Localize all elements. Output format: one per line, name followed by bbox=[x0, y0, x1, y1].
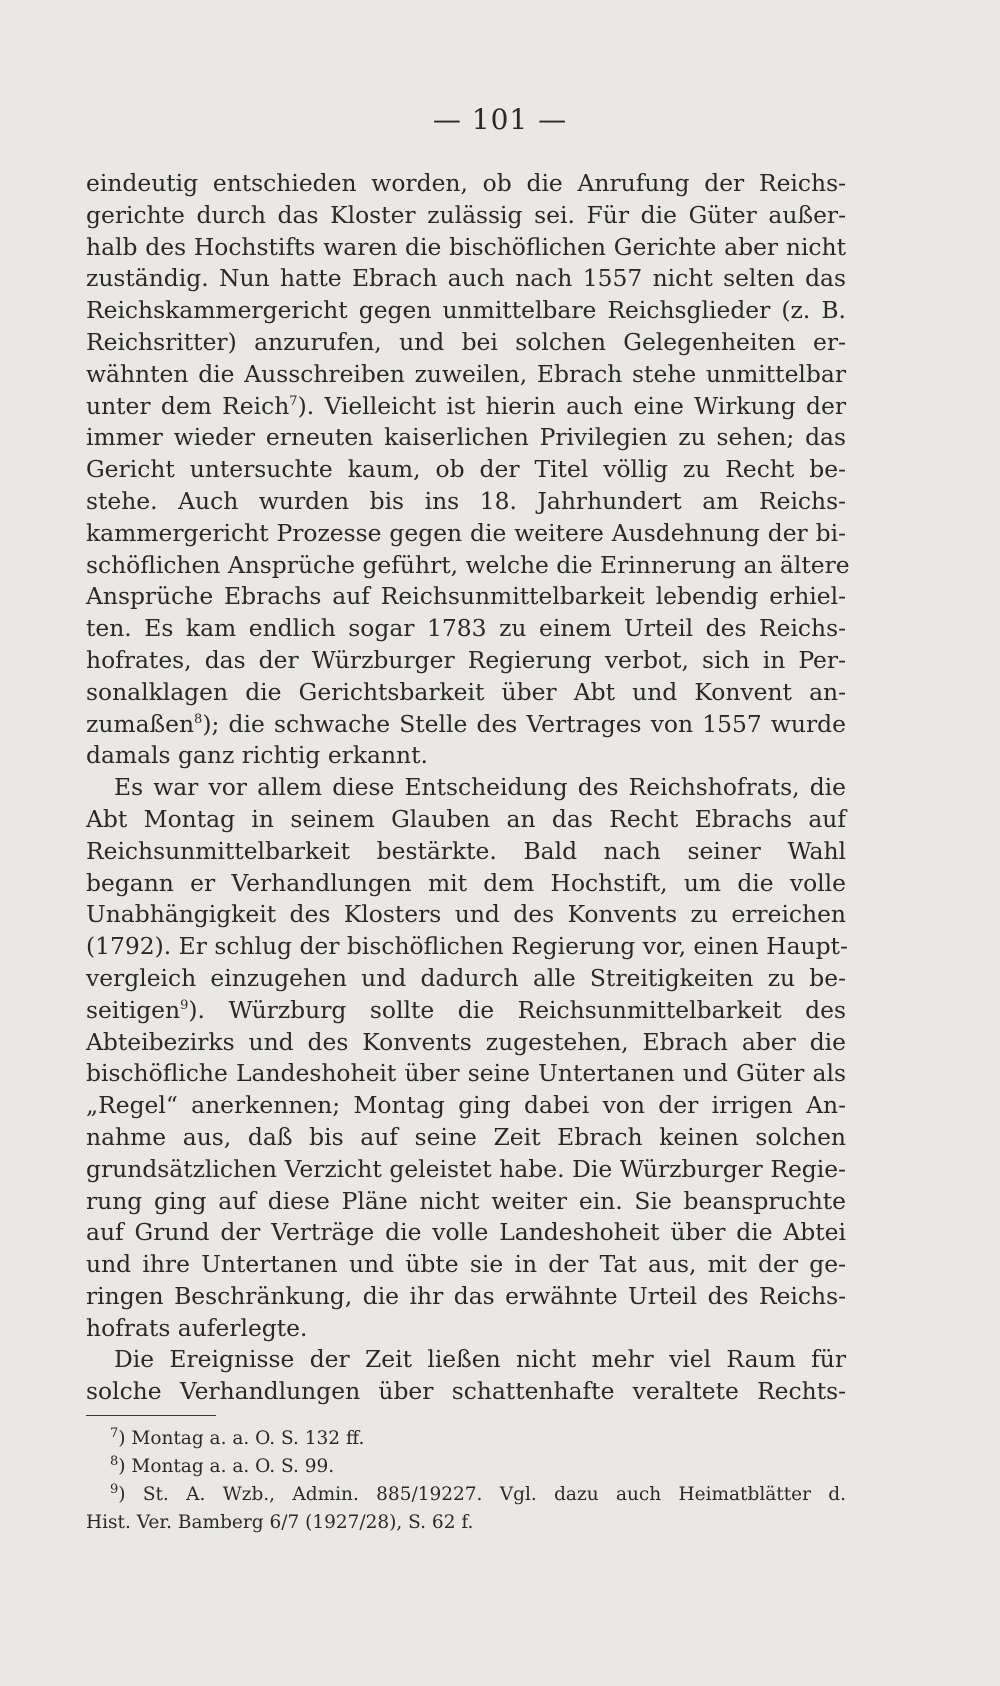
text-line: gerichte durch das Kloster zulässig sei. Für die Güter außer- bbox=[86, 200, 846, 229]
paragraph-1 bbox=[86, 168, 850, 772]
text-line: halb des Hochstifts waren die bischöflichen Gerichte aber nicht bbox=[86, 232, 846, 261]
text-line: ringen Beschränkung, die ihr das erwähnte Urteil des Reichs- bbox=[86, 1281, 846, 1310]
text-line: hofrates, das der Würzburger Regierung verbot, sich in Per- bbox=[86, 645, 846, 674]
text-line: nahme aus, daß bis auf seine Zeit Ebrach keinen solchen bbox=[86, 1122, 846, 1151]
text-segment: ). Vielleicht ist hierin auch eine Wirkung der bbox=[297, 391, 846, 420]
text-line: Reichsunmittelbarkeit bestärkte. Bald nach seiner Wahl bbox=[86, 836, 846, 865]
text-line: ten. Es kam endlich sogar 1783 zu einem Urteil des Reichs- bbox=[86, 614, 846, 643]
text-line: Abt Montag in seinem Glauben an das Recht Ebrachs auf bbox=[86, 804, 846, 833]
footnote-ref-7: 7 bbox=[289, 393, 298, 409]
text-line: „Regel“ anerkennen; Montag ging dabei von der irrigen An- bbox=[86, 1091, 846, 1120]
text-line: und ihre Untertanen und übte sie in der Tat aus, mit der ge- bbox=[86, 1250, 846, 1279]
text-line: vergleich einzugehen und dadurch alle Streitigkeiten zu be- bbox=[86, 963, 846, 992]
text-line: zuständig. Nun hatte Ebrach auch nach 1557 nicht selten das bbox=[86, 264, 846, 293]
text-line: Die Ereignisse der Zeit ließen nicht mehr viel Raum für bbox=[114, 1345, 846, 1374]
page-number: — 101 — bbox=[432, 103, 568, 136]
text-line: wähnten die Ausschreiben zuweilen, Ebrach stehe unmittelbar bbox=[86, 359, 846, 388]
text-line: Abteibezirks und des Konvents zugestehen, Ebrach aber die bbox=[86, 1027, 846, 1056]
paragraph-2 bbox=[86, 772, 846, 1344]
paragraph-3 bbox=[86, 1344, 846, 1408]
text-line bbox=[86, 709, 846, 741]
text-segment: unter dem Reich bbox=[86, 391, 290, 420]
text-line: begann er Verhandlungen mit dem Hochstift, um die volle bbox=[86, 868, 846, 897]
text-line: sonalklagen die Gerichtsbarkeit über Abt und Konvent an- bbox=[86, 677, 846, 706]
text-line: grundsätzlichen Verzicht geleistet habe. Die Würzburger Regie- bbox=[86, 1154, 846, 1183]
text-line: rung ging auf diese Pläne nicht weiter ein. Sie beanspruchte bbox=[86, 1186, 846, 1215]
footnote-mark: 8 bbox=[110, 1453, 119, 1469]
text-segment: ); die schwache Stelle des Vertrages von 1557 wurde bbox=[202, 709, 846, 738]
text-line: Reichskammergericht gegen unmittelbare Reichsglieder (z. B. bbox=[86, 296, 846, 325]
text-line: Reichsritter) anzurufen, und bei solchen Gelegenheiten er- bbox=[86, 327, 846, 356]
text-line bbox=[86, 995, 846, 1027]
text-line: bischöfliche Landeshoheit über seine Untertanen und Güter als bbox=[86, 1059, 846, 1088]
footnote-7 bbox=[86, 1425, 846, 1453]
text-segment: ). Würzburg sollte die Reichsunmittelbarkeit des bbox=[188, 995, 846, 1024]
footnote-text: ) Montag a. a. O. S. 132 ff. bbox=[118, 1428, 365, 1449]
footnote-divider bbox=[86, 1415, 216, 1416]
text-line bbox=[86, 391, 846, 423]
text-line: Gericht untersuchte kaum, ob der Titel völlig zu Recht be- bbox=[86, 455, 846, 484]
text-segment: seitigen bbox=[86, 995, 181, 1024]
text-segment: zumaßen bbox=[86, 709, 195, 738]
footnote-mark: 7 bbox=[110, 1425, 119, 1441]
footnotes bbox=[86, 1425, 846, 1537]
text-line: (1792). Er schlug der bischöflichen Regierung vor, einen Haupt- bbox=[86, 932, 848, 961]
footnote-mark: 9 bbox=[110, 1481, 119, 1497]
text-line: Es war vor allem diese Entscheidung des Reichshofrats, die bbox=[114, 773, 846, 802]
footnote-ref-8: 8 bbox=[194, 711, 203, 727]
footnote-9-continuation bbox=[86, 1509, 846, 1537]
text-line: Unabhängigkeit des Klosters und des Konvents zu erreichen bbox=[86, 900, 846, 929]
text-line: stehe. Auch wurden bis ins 18. Jahrhundert am Reichs- bbox=[86, 486, 846, 515]
footnote-8 bbox=[86, 1453, 846, 1481]
footnote-text: Hist. Ver. Bamberg 6/7 (1927/28), S. 62 f. bbox=[86, 1512, 474, 1533]
text-line: eindeutig entschieden worden, ob die Anrufung der Reichs- bbox=[86, 169, 846, 197]
text-line: schöflichen Ansprüche geführt, welche die Erinnerung an ältere bbox=[86, 550, 850, 579]
text-line: immer wieder erneuten kaiserlichen Privilegien zu sehen; das bbox=[86, 423, 846, 452]
text-line: kammergericht Prozesse gegen die weitere Ausdehnung der bi- bbox=[86, 518, 846, 547]
body-text bbox=[86, 168, 850, 1408]
text-line: Ansprüche Ebrachs auf Reichsunmittelbarkeit lebendig erhiel- bbox=[86, 582, 846, 611]
text-line: solche Verhandlungen über schattenhafte veraltete Rechts- bbox=[86, 1377, 846, 1406]
footnote-9 bbox=[86, 1481, 846, 1509]
footnote-text: ) Montag a. a. O. S. 99. bbox=[118, 1456, 335, 1477]
text-line: damals ganz richtig erkannt. bbox=[86, 741, 428, 770]
text-line: hofrats auferlegte. bbox=[86, 1313, 308, 1342]
footnote-text: ) St. A. Wzb., Admin. 885/19227. Vgl. dazu auch Heimatblätter d. bbox=[118, 1484, 846, 1505]
footnote-ref-9: 9 bbox=[180, 997, 189, 1013]
text-line: auf Grund der Verträge die volle Landeshoheit über die Abtei bbox=[86, 1218, 846, 1247]
